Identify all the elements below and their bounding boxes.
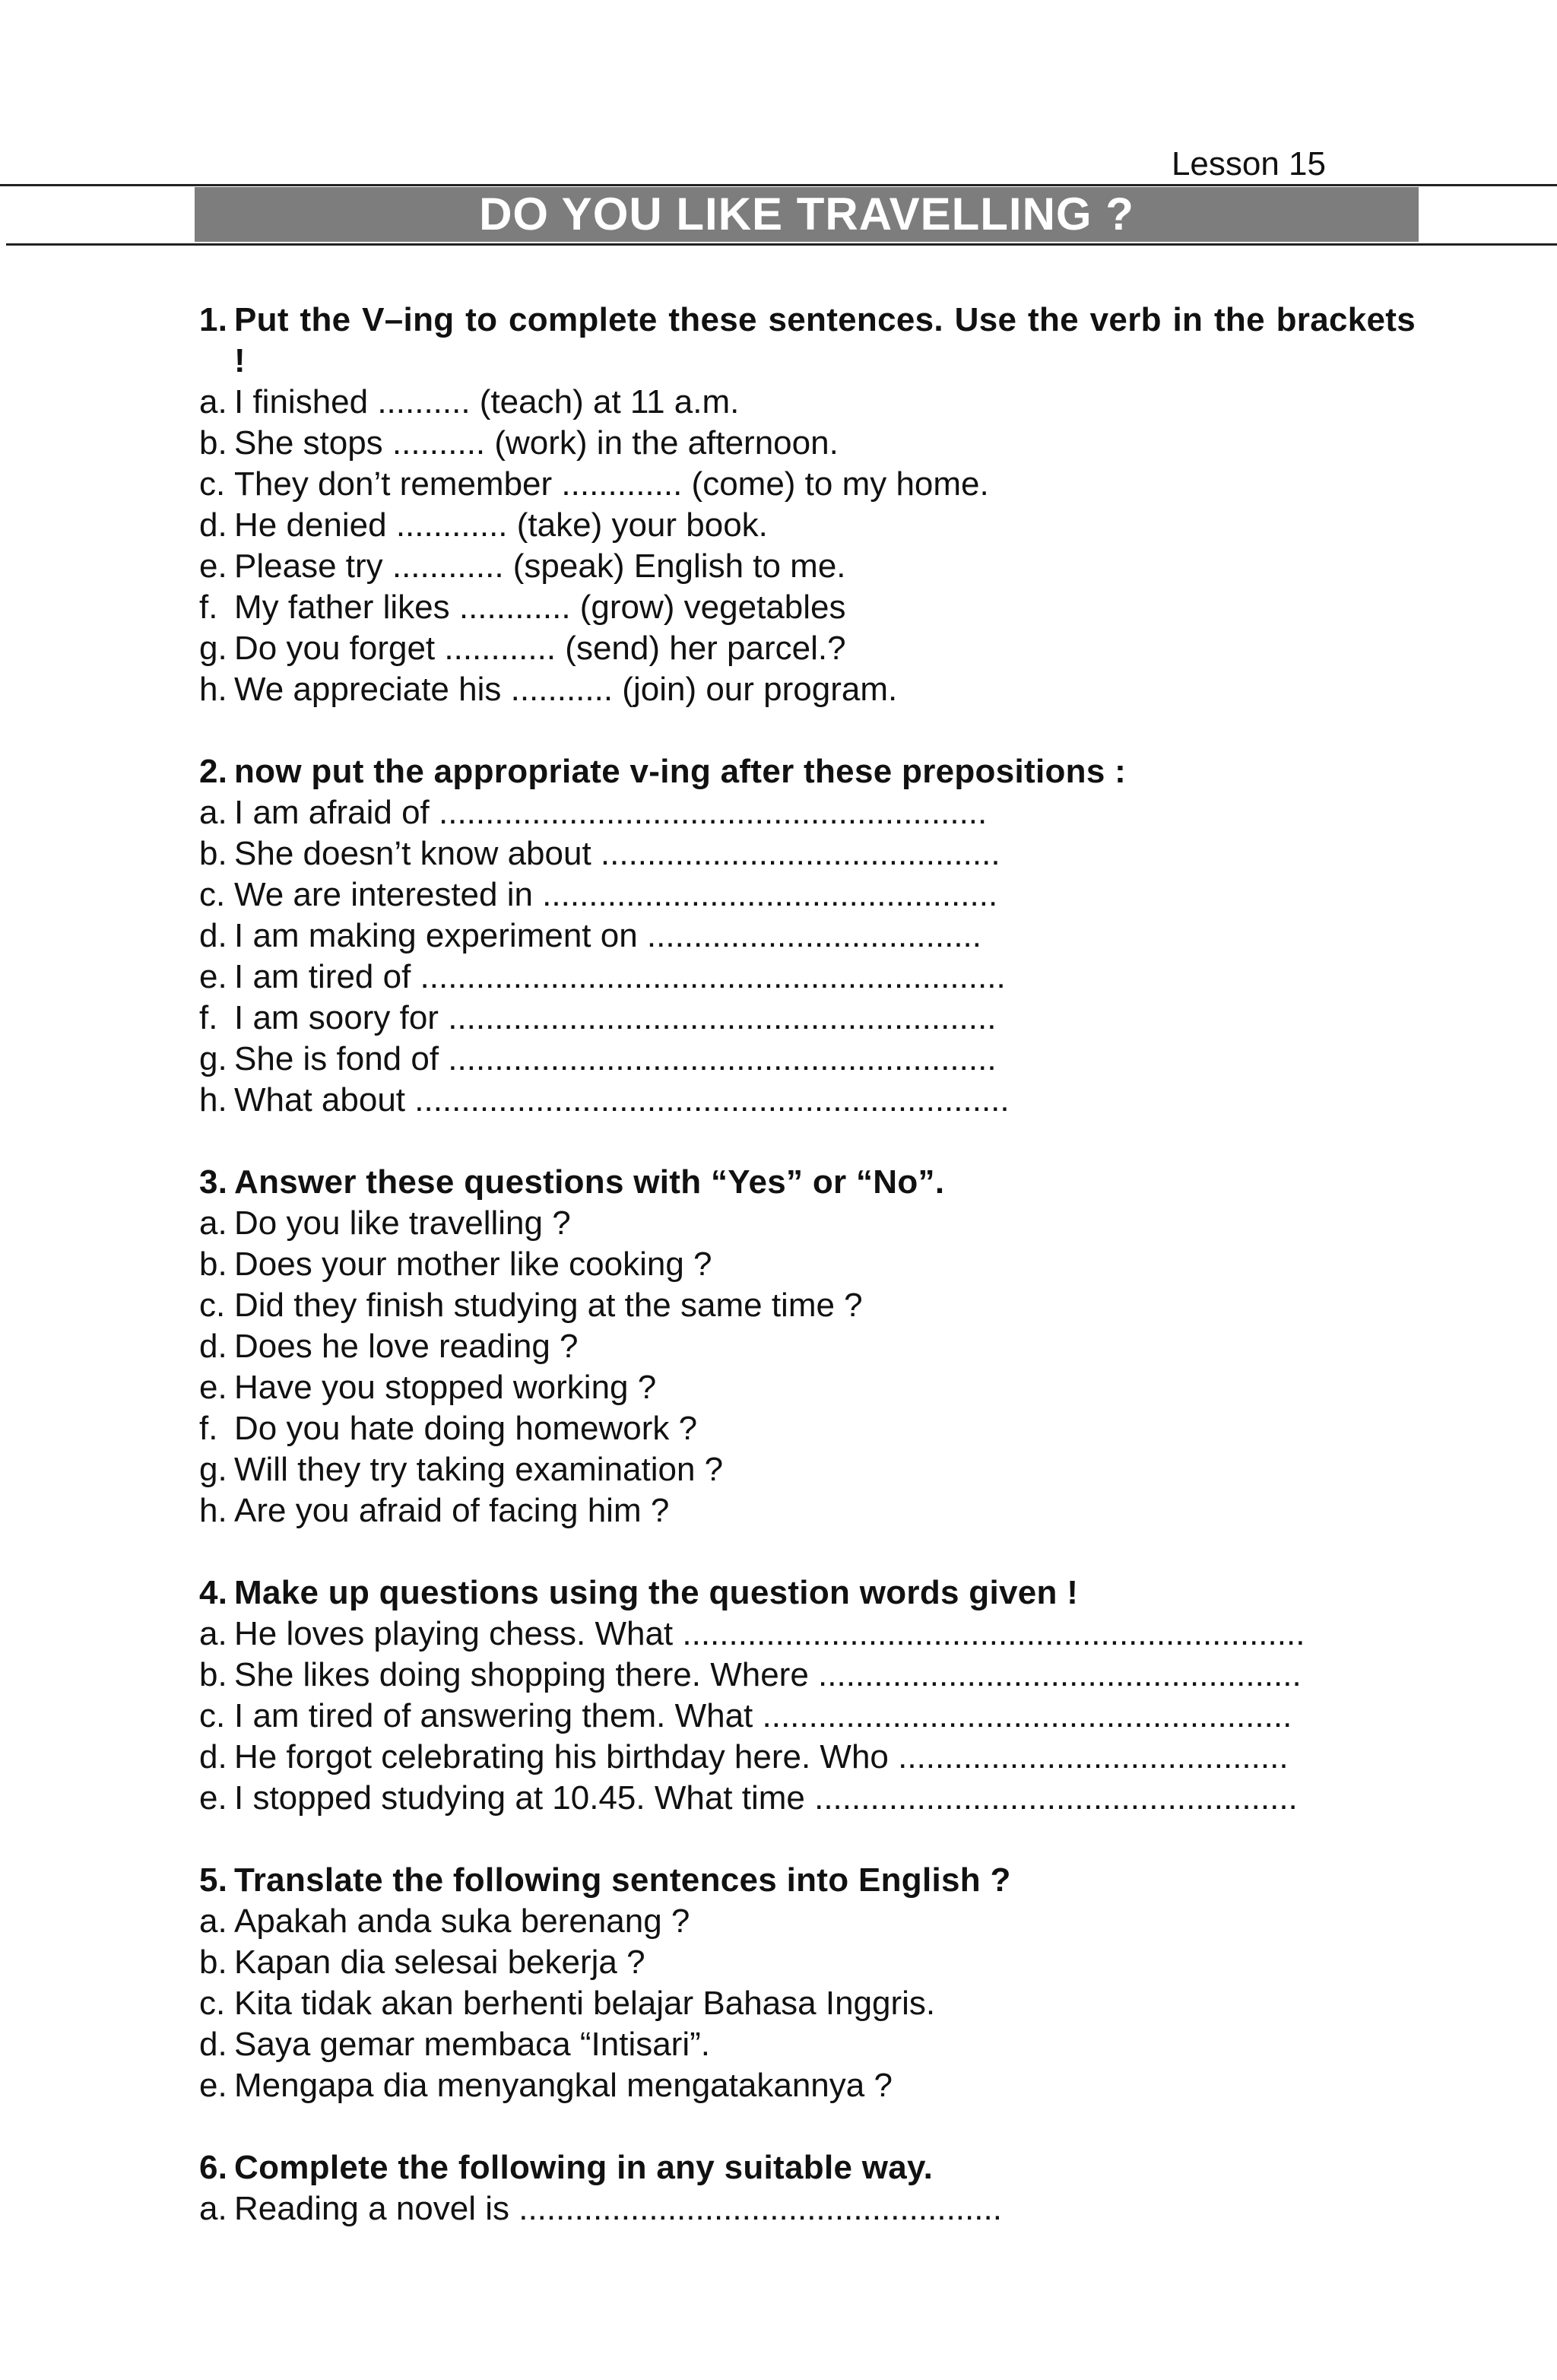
- item-text: Does he love reading ?: [234, 1328, 579, 1365]
- exercise-item: [199, 505, 1416, 546]
- item-letter: d.: [199, 1328, 227, 1365]
- exercise-item: [199, 1737, 1416, 1778]
- section-heading-text: Make up questions using the question words given !: [234, 1574, 1079, 1611]
- item-letter: b.: [199, 1944, 227, 1981]
- section-number: 4.: [199, 1574, 228, 1611]
- item-text: I am afraid of ...........................................................: [234, 794, 988, 831]
- item-text: He forgot celebrating his birthday here. Who ..........................................: [234, 1738, 1289, 1775]
- lesson-label: Lesson 15: [1171, 145, 1326, 182]
- item-letter: g.: [199, 1451, 227, 1488]
- exercise-item: [199, 957, 1416, 998]
- item-text: Will they try taking examination ?: [234, 1451, 724, 1488]
- exercise-item: [199, 546, 1416, 587]
- item-text: She doesn’t know about ...........................................: [234, 835, 1000, 872]
- item-text: Does your mother like cooking ?: [234, 1246, 712, 1283]
- item-letter: e.: [199, 1779, 227, 1817]
- exercise-item: [199, 1203, 1416, 1244]
- exercise-item: [199, 628, 1416, 669]
- item-text: She is fond of ...........................................................: [234, 1040, 997, 1077]
- item-text: Mengapa dia menyangkal mengatakannya ?: [234, 2067, 893, 2104]
- exercise-section-1: [199, 300, 1416, 710]
- item-letter: c.: [199, 1287, 226, 1324]
- section-heading-text: Answer these questions with “Yes” or “No”.: [234, 1163, 945, 1201]
- item-letter: e.: [199, 2067, 227, 2104]
- item-letter: a.: [199, 794, 227, 831]
- item-letter: a.: [199, 2190, 227, 2227]
- section-number: 3.: [199, 1163, 228, 1201]
- item-text: I am soory for ...........................................................: [234, 999, 997, 1036]
- exercise-item: [199, 1490, 1416, 1531]
- section-number: 5.: [199, 1861, 228, 1899]
- item-text: I stopped studying at 10.45. What time ....................................................: [234, 1779, 1298, 1817]
- section-heading-text: Complete the following in any suitable way.: [234, 2149, 934, 2186]
- section-heading: [199, 1572, 1416, 1614]
- exercise-item: [199, 1285, 1416, 1326]
- item-letter: d.: [199, 1738, 227, 1775]
- exercise-item: [199, 2065, 1416, 2106]
- item-text: Please try ............ (speak) English to me.: [234, 547, 846, 585]
- exercise-item: [199, 1901, 1416, 1942]
- exercise-item: [199, 792, 1416, 833]
- exercise-item: [199, 1942, 1416, 1983]
- item-letter: h.: [199, 1081, 227, 1119]
- exercise-item: [199, 833, 1416, 874]
- item-letter: c.: [199, 876, 226, 913]
- exercise-item: [199, 2024, 1416, 2065]
- item-text: My father likes ............ (grow) vegetables: [234, 589, 846, 626]
- item-letter: g.: [199, 630, 227, 667]
- section-heading: [199, 1860, 1416, 1901]
- item-letter: e.: [199, 1369, 227, 1406]
- exercise-item: [199, 1367, 1416, 1408]
- item-letter: g.: [199, 1040, 227, 1077]
- item-letter: b.: [199, 424, 227, 462]
- item-text: He denied ............ (take) your book.: [234, 506, 768, 544]
- title-bar: DO YOU LIKE TRAVELLING ?: [195, 187, 1419, 242]
- item-letter: h.: [199, 671, 227, 708]
- item-text: We appreciate his ........... (join) our program.: [234, 671, 898, 708]
- item-text: Are you afraid of facing him ?: [234, 1492, 670, 1529]
- exercise-content: [199, 300, 1416, 2271]
- item-text: I am tired of ...............................................................: [234, 958, 1006, 995]
- item-letter: d.: [199, 2026, 227, 2063]
- exercise-item: [199, 1408, 1416, 1449]
- exercise-item: [199, 464, 1416, 505]
- exercise-item: [199, 2188, 1416, 2229]
- exercise-item: [199, 669, 1416, 710]
- item-letter: h.: [199, 1492, 227, 1529]
- section-heading-text: Put the V–ing to complete these sentences. Use the verb in the brackets !: [234, 301, 1416, 379]
- bottom-rule: [6, 243, 1557, 246]
- exercise-item: [199, 1655, 1416, 1696]
- exercise-item: [199, 1244, 1416, 1285]
- item-letter: e.: [199, 547, 227, 585]
- item-text: Reading a novel is ....................................................: [234, 2190, 1002, 2227]
- exercise-section-3: [199, 1162, 1416, 1531]
- item-text: I finished .......... (teach) at 11 a.m.: [234, 383, 740, 420]
- item-letter: d.: [199, 506, 227, 544]
- item-letter: c.: [199, 1985, 226, 2022]
- exercise-item: [199, 1614, 1416, 1655]
- exercise-item: [199, 1039, 1416, 1080]
- item-text: Kita tidak akan berhenti belajar Bahasa Inggris.: [234, 1985, 936, 2022]
- exercise-item: [199, 1326, 1416, 1367]
- item-text: Kapan dia selesai bekerja ?: [234, 1944, 645, 1981]
- exercise-item: [199, 587, 1416, 628]
- item-letter: a.: [199, 1615, 227, 1652]
- section-heading: [199, 2147, 1416, 2188]
- section-number: 1.: [199, 301, 228, 338]
- exercise-item: [199, 423, 1416, 464]
- exercise-item: [199, 998, 1416, 1039]
- exercise-item: [199, 1778, 1416, 1819]
- exercise-item: [199, 1080, 1416, 1121]
- top-rule: [0, 184, 1557, 186]
- item-letter: f.: [199, 589, 218, 626]
- exercise-item: [199, 1983, 1416, 2024]
- item-text: What about ................................................................: [234, 1081, 1010, 1119]
- section-heading: [199, 300, 1416, 382]
- item-text: Apakah anda suka berenang ?: [234, 1902, 690, 1940]
- item-text: We are interested in .................................................: [234, 876, 998, 913]
- item-text: Do you hate doing homework ?: [234, 1410, 698, 1447]
- exercise-item: [199, 1449, 1416, 1490]
- item-text: He loves playing chess. What ...................................................................: [234, 1615, 1305, 1652]
- item-letter: a.: [199, 1204, 227, 1242]
- exercise-item: [199, 1696, 1416, 1737]
- exercise-item: [199, 382, 1416, 423]
- item-letter: c.: [199, 465, 226, 503]
- item-letter: a.: [199, 1902, 227, 1940]
- section-heading-text: now put the appropriate v-ing after these prepositions :: [234, 753, 1127, 790]
- item-letter: c.: [199, 1697, 226, 1734]
- item-letter: f.: [199, 1410, 218, 1447]
- item-letter: a.: [199, 383, 227, 420]
- section-number: 2.: [199, 753, 228, 790]
- item-text: She likes doing shopping there. Where ....................................................: [234, 1656, 1302, 1693]
- section-heading: [199, 751, 1416, 792]
- item-letter: d.: [199, 917, 227, 954]
- exercise-section-4: [199, 1572, 1416, 1819]
- item-letter: b.: [199, 1656, 227, 1693]
- item-letter: e.: [199, 958, 227, 995]
- item-text: I am tired of answering them. What .........................................................: [234, 1697, 1292, 1734]
- item-text: She stops .......... (work) in the afternoon.: [234, 424, 839, 462]
- item-text: I am making experiment on ....................................: [234, 917, 981, 954]
- exercise-item: [199, 916, 1416, 957]
- item-text: Saya gemar membaca “Intisari”.: [234, 2026, 710, 2063]
- item-text: Do you like travelling ?: [234, 1204, 571, 1242]
- exercise-section-5: [199, 1860, 1416, 2106]
- section-heading-text: Translate the following sentences into English ?: [234, 1861, 1011, 1899]
- item-text: Do you forget ............ (send) her parcel.?: [234, 630, 846, 667]
- item-text: They don’t remember ............. (come) to my home.: [234, 465, 989, 503]
- item-text: Have you stopped working ?: [234, 1369, 657, 1406]
- section-number: 6.: [199, 2149, 228, 2186]
- item-letter: b.: [199, 835, 227, 872]
- section-heading: [199, 1162, 1416, 1203]
- item-text: Did they finish studying at the same time ?: [234, 1287, 863, 1324]
- exercise-section-6: [199, 2147, 1416, 2229]
- item-letter: f.: [199, 999, 218, 1036]
- item-letter: b.: [199, 1246, 227, 1283]
- exercise-item: [199, 874, 1416, 916]
- exercise-section-2: [199, 751, 1416, 1121]
